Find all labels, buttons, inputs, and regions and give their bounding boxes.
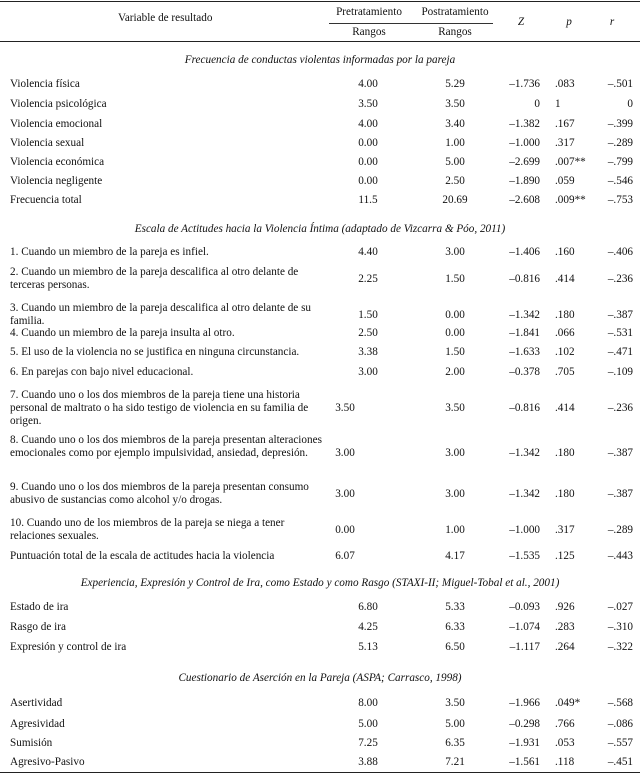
- header-rangos-post: Rangos: [438, 26, 472, 38]
- r-value: –.501: [607, 78, 633, 90]
- post-rank-value: 1.00: [445, 524, 465, 536]
- post-rank-value: 0.00: [445, 309, 465, 321]
- r-value: –.109: [607, 366, 633, 378]
- r-value: –.799: [607, 156, 633, 168]
- r-value: –.399: [607, 118, 633, 130]
- r-value: –.557: [607, 737, 633, 749]
- section-title: Frecuencia de conductas violentas informadas por la pareja: [184, 54, 456, 66]
- post-rank-value: 3.50: [445, 697, 465, 709]
- pre-rank-value: 6.80: [358, 601, 378, 613]
- pre-rank-value: 4.00: [358, 118, 378, 130]
- pre-rank-value: 2.50: [358, 327, 378, 339]
- r-value: –.471: [607, 346, 633, 358]
- row-label: 6. En parejas con bajo nivel educacional.: [10, 366, 194, 378]
- row-label: 5. El uso de la violencia no se justifica en ninguna circunstancia.: [10, 346, 300, 358]
- r-value: 0: [627, 98, 633, 110]
- pre-rank-value: 3.38: [358, 346, 378, 358]
- p-value: .125: [555, 550, 575, 562]
- z-value: –0.816: [509, 402, 540, 414]
- p-value: .926: [555, 601, 575, 613]
- r-value: –.387: [607, 488, 633, 500]
- header-variable: Variable de resultado: [118, 12, 213, 24]
- z-value: 0: [534, 98, 540, 110]
- p-value: .167: [555, 118, 575, 130]
- post-rank-value: 1.50: [445, 273, 465, 285]
- post-rank-value: 5.29: [445, 78, 465, 90]
- header-rangos-pre: Rangos: [352, 26, 386, 38]
- row-label: Violencia emocional: [10, 118, 103, 130]
- pre-rank-value: 0.00: [358, 137, 378, 149]
- p-value: .180: [555, 488, 575, 500]
- bottom-rule: [0, 772, 640, 773]
- post-rank-value: 1.50: [445, 346, 465, 358]
- p-value: .083: [555, 78, 575, 90]
- z-value: –0.298: [509, 718, 540, 730]
- z-value: –1.342: [509, 488, 540, 500]
- post-rank-value: 7.21: [445, 756, 465, 768]
- post-rank-value: 6.35: [445, 737, 465, 749]
- z-value: –1.633: [509, 346, 540, 358]
- p-value: .066: [555, 327, 575, 339]
- row-label: 8. Cuando uno o los dos miembros de la pareja presentan alteraciones emocionales como por ejemplo impulsividad, ansiedad, depresión.: [10, 434, 322, 460]
- p-value: .007**: [555, 156, 586, 168]
- z-value: –1.342: [509, 447, 540, 459]
- z-value: –2.608: [509, 194, 540, 206]
- p-value: .180: [555, 309, 575, 321]
- p-value: .705: [555, 366, 575, 378]
- z-value: –2.699: [509, 156, 540, 168]
- r-value: –.387: [607, 447, 633, 459]
- pre-rank-value: 3.88: [358, 756, 378, 768]
- header-p: p: [566, 16, 572, 28]
- pre-rank-value: 4.25: [358, 621, 378, 633]
- z-value: –1.342: [509, 309, 540, 321]
- post-rank-value: 3.00: [445, 488, 465, 500]
- row-label: 10. Cuando uno de los miembros de la pareja se niega a tener relaciones sexuales.: [10, 517, 285, 543]
- pre-rank-value: 3.00: [335, 447, 355, 459]
- header-z: Z: [517, 16, 525, 28]
- row-label: 7. Cuando uno o los dos miembros de la pareja tiene una historia personal de maltrato o ha sido testigo de violencia en su familia de origen.: [10, 389, 309, 428]
- r-value: –.027: [607, 601, 633, 613]
- post-rank-value: 3.40: [445, 118, 465, 130]
- pre-rank-value: 1.50: [358, 309, 378, 321]
- post-rank-value: 5.00: [445, 156, 465, 168]
- row-label: Expresión y control de ira: [10, 641, 127, 653]
- z-value: –1.966: [509, 697, 540, 709]
- r-value: –.236: [607, 273, 633, 285]
- p-value: .766: [555, 718, 575, 730]
- z-value: –1.406: [509, 246, 540, 258]
- row-label: Puntuación total de la escala de actitudes hacia la violencia: [10, 550, 275, 562]
- z-value: –1.841: [509, 327, 540, 339]
- pre-rank-value: 3.00: [358, 366, 378, 378]
- p-value: .102: [555, 346, 575, 358]
- p-value: .160: [555, 246, 575, 258]
- row-label: Violencia física: [10, 78, 80, 90]
- r-value: –.546: [607, 175, 633, 187]
- row-label: Violencia negligente: [10, 175, 103, 187]
- rangos-rule: [329, 23, 493, 24]
- section-title: Escala de Actitudes hacia la Violencia Íntima (adaptado de Vizcarra & Póo, 2011): [134, 223, 506, 235]
- post-rank-value: 2.00: [445, 366, 465, 378]
- z-value: –1.117: [509, 641, 540, 653]
- row-label: Agresividad: [10, 718, 65, 730]
- r-value: –.753: [607, 194, 633, 206]
- post-rank-value: 0.00: [445, 327, 465, 339]
- pre-rank-value: 5.00: [358, 718, 378, 730]
- z-value: –1.382: [509, 118, 540, 130]
- p-value: .414: [555, 402, 575, 414]
- p-value: .118: [555, 756, 575, 768]
- z-value: –0.093: [509, 601, 540, 613]
- row-label: Estado de ira: [10, 601, 69, 613]
- pre-rank-value: 4.40: [358, 246, 378, 258]
- r-value: –.406: [607, 246, 633, 258]
- z-value: –1.074: [509, 621, 540, 633]
- z-value: –0.816: [509, 273, 540, 285]
- z-value: –1.736: [509, 78, 540, 90]
- r-value: –.443: [607, 550, 633, 562]
- p-value: .283: [555, 621, 575, 633]
- row-label: Violencia psicológica: [10, 98, 107, 110]
- post-rank-value: 3.50: [445, 98, 465, 110]
- post-rank-value: 3.00: [445, 246, 465, 258]
- pre-rank-value: 5.13: [358, 641, 378, 653]
- p-value: 1: [555, 98, 561, 110]
- row-label: 9. Cuando uno o los dos miembros de la pareja presentan consumo abusivo de sustancias como alcohol y/o drogas.: [10, 481, 309, 507]
- z-value: –1.000: [509, 524, 540, 536]
- p-value: .009**: [555, 194, 586, 206]
- p-value: .414: [555, 273, 575, 285]
- post-rank-value: 6.50: [445, 641, 465, 653]
- z-value: –1.890: [509, 175, 540, 187]
- post-rank-value: 2.50: [445, 175, 465, 187]
- row-label: Asertividad: [10, 697, 63, 709]
- z-value: –1.000: [509, 137, 540, 149]
- pre-rank-value: 3.00: [335, 488, 355, 500]
- p-value: .053: [555, 737, 575, 749]
- header-r: r: [609, 16, 615, 28]
- pre-rank-value: 4.00: [358, 78, 378, 90]
- r-value: –.086: [607, 718, 633, 730]
- p-value: .180: [555, 447, 575, 459]
- row-label: Agresivo-Pasivo: [10, 756, 85, 768]
- r-value: –.531: [607, 327, 633, 339]
- z-value: –1.535: [509, 550, 540, 562]
- pre-rank-value: 2.25: [358, 273, 378, 285]
- pre-rank-value: 0.00: [335, 524, 355, 536]
- p-value: .049*: [555, 697, 581, 709]
- r-value: –.568: [607, 697, 633, 709]
- p-value: .317: [555, 524, 575, 536]
- p-value: .264: [555, 641, 575, 653]
- header-rule: [0, 41, 640, 42]
- pre-rank-value: 0.00: [358, 156, 378, 168]
- r-value: –.289: [607, 137, 633, 149]
- row-label: Violencia económica: [10, 156, 105, 168]
- pre-rank-value: 0.00: [358, 175, 378, 187]
- r-value: –.387: [607, 309, 633, 321]
- row-label: Sumisión: [10, 737, 53, 749]
- z-value: –1.931: [509, 737, 540, 749]
- pre-rank-value: 7.25: [358, 737, 378, 749]
- section-title: Cuestionario de Aserción en la Pareja (ASPA; Carrasco, 1998): [178, 672, 462, 684]
- row-label: 2. Cuando un miembro de la pareja descalifica al otro delante de terceras personas.: [10, 266, 299, 292]
- pre-rank-value: 3.50: [335, 402, 355, 414]
- pre-rank-value: 11.5: [358, 194, 378, 206]
- pre-rank-value: 8.00: [358, 697, 378, 709]
- header-postratamiento: Postratamiento: [421, 6, 489, 18]
- post-rank-value: 3.00: [445, 447, 465, 459]
- row-label: 4. Cuando un miembro de la pareja insulta al otro.: [10, 327, 235, 339]
- z-value: –1.561: [509, 756, 540, 768]
- row-label: 1. Cuando un miembro de la pareja es infiel.: [10, 246, 209, 258]
- post-rank-value: 3.50: [445, 402, 465, 414]
- post-rank-value: 4.17: [445, 550, 465, 562]
- r-value: –.289: [607, 524, 633, 536]
- pre-rank-value: 6.07: [335, 550, 355, 562]
- p-value: .317: [555, 137, 575, 149]
- row-label: 3. Cuando un miembro de la pareja descalifica al otro delante de su familia.: [10, 302, 312, 328]
- row-label: Frecuencia total: [10, 194, 82, 206]
- post-rank-value: 1.00: [445, 137, 465, 149]
- post-rank-value: 5.00: [445, 718, 465, 730]
- r-value: –.451: [607, 756, 633, 768]
- r-value: –.236: [607, 402, 633, 414]
- r-value: –.310: [607, 621, 633, 633]
- header-pretratamiento: Pretratamiento: [336, 6, 402, 18]
- row-label: Violencia sexual: [10, 137, 85, 149]
- z-value: –0.378: [509, 366, 540, 378]
- pre-rank-value: 3.50: [358, 98, 378, 110]
- post-rank-value: 5.33: [445, 601, 465, 613]
- section-title: Experiencia, Expresión y Control de Ira, como Estado y como Rasgo (STAXI-II; Miguel-Tobal et al., 2001): [80, 577, 560, 589]
- post-rank-value: 20.69: [442, 194, 468, 206]
- r-value: –.322: [607, 641, 633, 653]
- post-rank-value: 6.33: [445, 621, 465, 633]
- p-value: .059: [555, 175, 575, 187]
- row-label: Rasgo de ira: [10, 621, 66, 633]
- top-rule: [0, 1, 640, 2]
